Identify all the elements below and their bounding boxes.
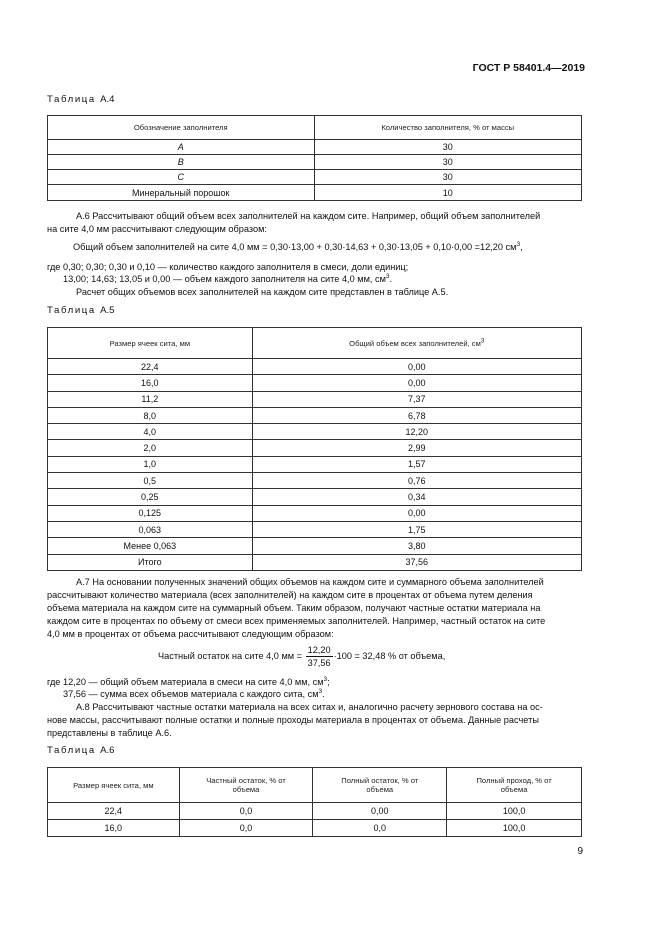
table-a5-cell: 0,25: [48, 489, 253, 505]
formula-fraction: [306, 644, 333, 669]
table-a5: [47, 327, 582, 571]
table-a5-cell: 3,80: [252, 538, 581, 554]
table-a5-cell: 12,20: [252, 424, 581, 440]
table-a5-cell: 11,2: [48, 391, 253, 407]
table-a5-cell: 8,0: [48, 407, 253, 423]
table-a6-cell: 22,4: [48, 803, 180, 820]
para-a6-calc: Расчет общих объемов всех заполнителей на каждом сите представлен в таблице А.5.: [76, 287, 449, 297]
formula-right: ·100 = 32,48 % от объема,: [333, 650, 446, 661]
table-a6-cell: 0,0: [179, 803, 313, 820]
table-a5-cell: 1,0: [48, 456, 253, 472]
table-a4-cell: 10: [314, 185, 582, 201]
where2-text: 13,00; 14,63; 13,05 и 0,00 — объем каждого заполнителя на сите 4,0 мм, см: [63, 274, 386, 284]
table-a5-header-volume: [252, 328, 581, 359]
table-a6-header-sieve: Размер ячеек сита, мм: [48, 768, 180, 803]
table-a6-cell: 0,00: [313, 803, 447, 820]
para-a6-where1: где 0,30; 0,30; 0,30 и 0,10 — количество каждого заполнителя в смеси, доли единиц;: [47, 262, 409, 272]
para-a8-line: представлены в таблице А.6.: [47, 728, 172, 738]
table-a4-cell: C: [48, 170, 315, 185]
table-a6-header-partial: Частный остаток, % от объема: [179, 768, 313, 803]
table-a5-header-sieve: Размер ячеек сита, мм: [48, 328, 253, 359]
table-a5-cell: 37,56: [252, 554, 581, 570]
table-a6-cell: 100,0: [447, 803, 582, 820]
table-a5-cell: 2,0: [48, 440, 253, 456]
para-a8-line: А.8 Рассчитывают частные остатки материала на всех ситах и, аналогично расчету зернового состава на ос-: [76, 702, 543, 712]
table-a4-cell: A: [48, 140, 315, 155]
where2-end: .: [322, 689, 325, 699]
para-a7-where1: [47, 677, 330, 687]
header-volume-text: Общий объем всех заполнителей, см: [349, 338, 481, 348]
table-a4: [47, 115, 582, 201]
table-a4-cell: 30: [314, 170, 582, 185]
caption-word: Таблица: [47, 305, 96, 316]
table-a5-cell: 6,78: [252, 407, 581, 423]
table-a4-cell: 30: [314, 140, 582, 155]
where1-sup: 3: [323, 675, 328, 683]
document-header: ГОСТ Р 58401.4—2019: [472, 62, 585, 74]
caption-number: А.4: [100, 94, 115, 105]
table-a6-header-full-pass: Полный проход, % от объема: [447, 768, 582, 803]
table-a5-cell: 16,0: [48, 375, 253, 391]
caption-word: Таблица: [47, 745, 96, 756]
where2-sup: 3: [318, 687, 323, 695]
where2-text: 37,56 — сумма всех объемов материала с каждого сита, см: [63, 689, 319, 699]
table-a6-cell: 0,0: [313, 820, 447, 837]
table-a5-cell: 0,125: [48, 505, 253, 521]
caption-number: А.5: [100, 305, 115, 316]
table-a5-cell: 0,76: [252, 473, 581, 489]
table-a4-cell: Минеральный порошок: [48, 185, 315, 201]
table-a5-cell: 7,37: [252, 391, 581, 407]
para-a6-line1: А.6 Рассчитывают общий объем всех заполнителей на каждом сите. Например, общий объем заполнителей: [76, 211, 541, 221]
caption-word: Таблица: [47, 94, 96, 105]
formula-left: Частный остаток на сите 4,0 мм =: [158, 650, 303, 661]
header-volume-sup: 3: [480, 336, 485, 344]
para-a7-line: А.7 На основании полученных значений общих объемов на каждом сите и суммарного объема заполнителей: [76, 577, 544, 587]
table-a5-cell: 0,5: [48, 473, 253, 489]
formula-sup: 3: [516, 240, 521, 248]
table-a5-cell: Итого: [48, 554, 253, 570]
table-a5-cell: 1,57: [252, 456, 581, 472]
para-a7-where2: [63, 689, 325, 699]
para-a7-line: 4,0 мм в процентах от объема рассчитывают следующим образом:: [47, 629, 334, 639]
where2-end: .: [389, 274, 393, 284]
where1-text: где 12,20 — общий объем материала в смеси на сите 4,0 мм, см: [47, 677, 324, 687]
where2-sup: 3: [385, 272, 390, 280]
table-a5-caption: [47, 305, 115, 316]
table-a4-cell: 30: [314, 155, 582, 170]
fraction-denominator: 37,56: [307, 658, 331, 668]
table-a4-cell: B: [48, 155, 315, 170]
table-a5-cell: 0,00: [252, 505, 581, 521]
table-a6-cell: 100,0: [447, 820, 582, 837]
table-a5-cell: 0,063: [48, 521, 253, 537]
caption-number: А.6: [100, 745, 115, 756]
table-a5-cell: 1,75: [252, 521, 581, 537]
table-a5-cell: 4,0: [48, 424, 253, 440]
para-a6-where2: [63, 274, 392, 284]
table-a5-cell: 2,99: [252, 440, 581, 456]
table-a6-cell: 0,0: [179, 820, 313, 837]
formula-end: ,: [520, 242, 523, 252]
para-a7-line: объема материала на каждом сите на суммарный объем. Таким образом, получают частные остатки материала на: [47, 603, 541, 613]
para-a6-line2: на сите 4,0 мм рассчитывают следующим образом:: [47, 224, 267, 234]
table-a5-cell: 0,00: [252, 359, 581, 375]
where1-end: ;: [327, 677, 330, 687]
table-a6-caption: [47, 745, 115, 756]
formula-total-volume: [73, 242, 523, 252]
para-a7-line: каждом сите в процентах по объему от смеси всех применяемых заполнителей. Например, частный остаток на сите: [47, 616, 546, 626]
page-number: 9: [577, 846, 583, 857]
formula-partial-residue: [158, 644, 445, 669]
table-a5-cell: 22,4: [48, 359, 253, 375]
table-a4-caption: [47, 94, 115, 105]
fraction-numerator: 12,20: [307, 645, 331, 655]
formula-text: Общий объем заполнителей на сите 4,0 мм = 0,30·13,00 + 0,30·14,63 + 0,30·13,05 + 0,10·0,00 =12,20 см: [73, 242, 517, 252]
table-a4-header-designation: Обозначение заполнителя: [48, 116, 315, 140]
table-a6-cell: 16,0: [48, 820, 180, 837]
table-a4-header-amount: Количество заполнителя, % от массы: [314, 116, 582, 140]
table-a5-cell: 0,34: [252, 489, 581, 505]
para-a8-line: нове массы, рассчитывают полные остатки и полные проходы материала в процентах от объема. Данные расчеты: [47, 715, 539, 725]
table-a5-cell: 0,00: [252, 375, 581, 391]
table-a5-cell: Менее 0,063: [48, 538, 253, 554]
para-a7-line: рассчитывают количество материала (всех заполнителей) на каждом сите в процентах от объема путем деления: [47, 590, 533, 600]
table-a6-header-full-residue: Полный остаток, % от объема: [313, 768, 447, 803]
table-a6: [47, 767, 582, 837]
